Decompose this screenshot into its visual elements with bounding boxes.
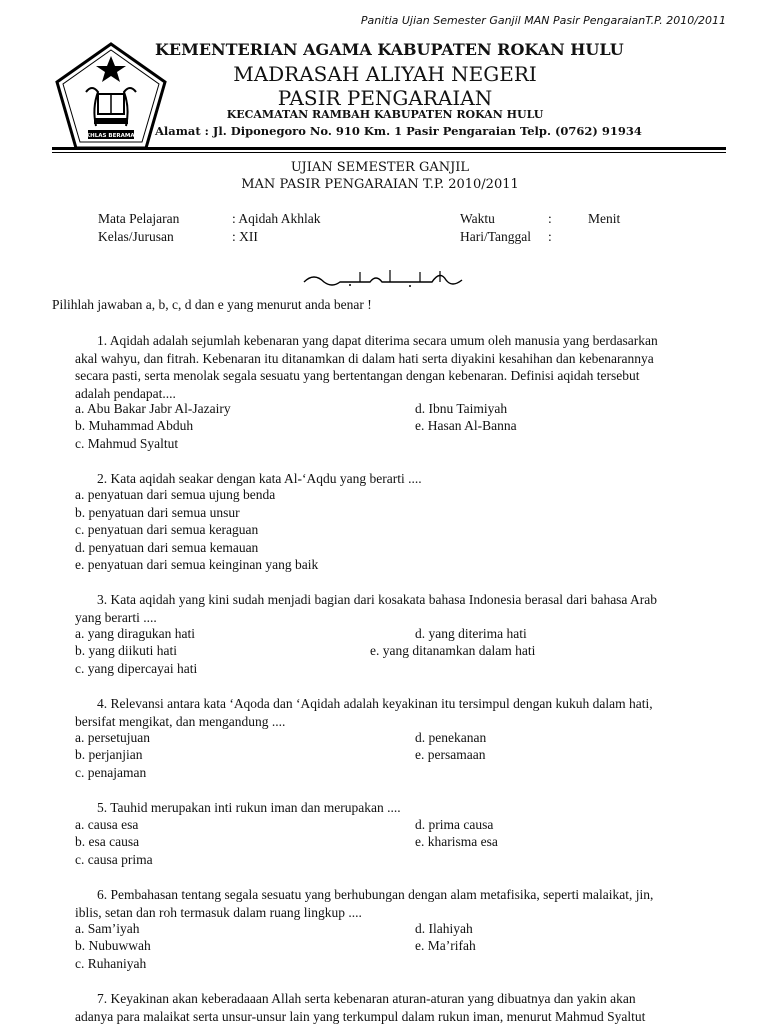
question-5: 5. Tauhid merupakan inti rukun iman dan merupakan .... [97,800,401,815]
school-city: PASIR PENGARAIAN [277,86,493,110]
q6-option-a: a. Sam’iyah [75,921,140,936]
q4-option-e: e. persamaan [415,747,486,762]
question-7: 7. Keyakinan akan keberadaaan Allah serta kebenaran aturan-aturan yang dibuatnya dan yakin akan adanya para malaikat serta unsur-unsur lain yang terkumpul dalam rukun iman, menurut Mahmud Syaltut [75,991,646,1024]
q4-option-c: c. penajaman [75,765,147,780]
committee-note: Panitia Ujian Semester Ganjil MAN Pasir PengaraianT.P. 2010/2011 [360,14,726,27]
ministry-logo [52,40,170,152]
q3-option-a: a. yang diragukan hati [75,626,195,641]
q1-option-b: b. Muhammad Abduh [75,418,194,433]
q5-option-a: a. causa esa [75,817,139,832]
question-2: 2. Kata aqidah seakar dengan kata Al-‘Aqdu yang berarti .... [97,471,422,486]
q5-option-d: d. prima causa [415,817,494,832]
q1-option-d: d. Ibnu Taimiyah [415,401,508,416]
subject-label: Mata Pelajaran [98,211,180,226]
q3-option-e: e. yang ditanamkan dalam hati [370,643,536,658]
q2-option-a: a. penyatuan dari semua ujung benda [75,487,276,502]
day-colon: : [548,229,552,244]
q5-option-c: c. causa prima [75,852,153,867]
q2-option-e: e. penyatuan dari semua keinginan yang baik [75,557,319,572]
q3-option-d: d. yang diterima hati [415,626,527,641]
header-rule-thick [52,147,726,150]
q6-option-e: e. Ma’rifah [415,938,476,953]
question-3: 3. Kata aqidah yang kini sudah menjadi bagian dari kosakata bahasa Indonesia berasal dari bahasa Arab yang berarti .... [75,592,658,625]
school-name: MADRASAH ALIYAH NEGERI [233,62,537,86]
q1-option-a: a. Abu Bakar Jabr Al-Jazairy [75,401,231,416]
q6-option-c: c. Ruhaniyah [75,956,147,971]
q3-option-b: b. yang diikuti hati [75,643,177,658]
instruction: Pilihlah jawaban a, b, c, d dan e yang menurut anda benar ! [52,297,372,312]
q6-option-d: d. Ilahiyah [415,921,473,936]
class-label: Kelas/Jurusan [98,229,174,244]
time-value: Menit [588,211,621,226]
subject-value: : Aqidah Akhlak [232,211,321,226]
question-6: 6. Pembahasan tentang segala sesuatu yang berhubungan dengan alam metafisika, seperti malaikat, jin, iblis, setan dan roh termasuk dalam ruang lingkup .... [75,887,654,920]
q2-option-b: b. penyatuan dari semua unsur [75,505,240,520]
q6-option-b: b. Nubuwwah [75,938,151,953]
exam-subtitle: MAN PASIR PENGARAIAN T.P. 2010/2011 [241,177,519,192]
q4-option-d: d. penekanan [415,730,487,745]
district-name: KECAMATAN RAMBAH KABUPATEN ROKAN HULU [226,108,544,121]
svg-text:IKHLAS BERAMAL: IKHLAS BERAMAL [83,133,139,139]
time-label: Waktu [460,211,495,226]
school-address: Alamat : Jl. Diponegoro No. 910 Km. 1 Pasir Pengaraian Telp. (0762) 91934 [155,124,642,138]
ministry-name: KEMENTERIAN AGAMA KABUPATEN ROKAN HULU [155,40,624,59]
q1-option-e: e. Hasan Al-Banna [415,418,517,433]
question-4: 4. Relevansi antara kata ‘Aqoda dan ‘Aqidah adalah keyakinan itu tersimpul dengan kukuh dalam hati, bersifat mengikat, dan mengandung .... [75,696,653,729]
day-label: Hari/Tanggal [460,229,532,244]
q4-option-a: a. persetujuan [75,730,150,745]
time-colon: : [548,211,552,226]
q4-option-b: b. perjanjian [75,747,143,762]
q2-option-c: c. penyatuan dari semua keraguan [75,522,259,537]
q3-option-c: c. yang dipercayai hati [75,661,198,676]
q1-option-c: c. Mahmud Syaltut [75,436,179,451]
q5-option-e: e. kharisma esa [415,834,498,849]
q2-option-d: d. penyatuan dari semua kemauan [75,540,259,555]
header-rule-thin [52,152,726,153]
question-1: 1. Aqidah adalah sejumlah kebenaran yang dapat diterima secara umum oleh manusia yang berdasarkan akal wahyu, dan fitrah. Kebenaran itu ditanamkan di dalam hati serta diyakini kesahihan dan kebenarannya secara pasti, serta menolak segala sesuatu yang bertentangan dengan kebenaran. Definisi aqidah tersebut adalah pendapat.... [75,333,658,401]
bismillah-calligraphy [300,266,470,288]
q5-option-b: b. esa causa [75,834,140,849]
class-value: : XII [232,229,258,244]
exam-title: UJIAN SEMESTER GANJIL [290,160,470,175]
